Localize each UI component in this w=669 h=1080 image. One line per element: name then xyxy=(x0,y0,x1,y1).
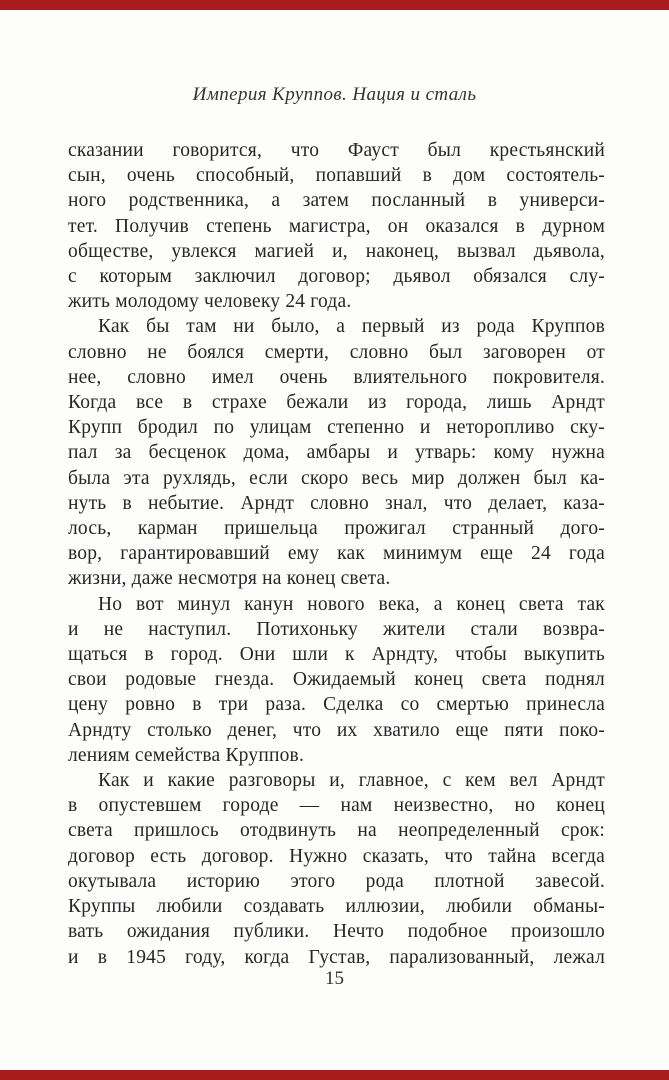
text-line: Арндту столько денег, что их хватило еще пяти поко- xyxy=(68,719,605,741)
text-line: вор, гарантировавший ему как минимум еще 24 года xyxy=(68,543,605,565)
text-line: Крупп бродил по улицам степенно и неторопливо ску- xyxy=(68,417,605,439)
bottom-red-bar xyxy=(0,1070,669,1080)
text-line: сын, очень способный, попавший в дом состоятель- xyxy=(68,165,605,187)
text-line: Когда все в страхе бежали из города, лишь Арндт xyxy=(68,392,605,414)
page-text xyxy=(68,138,605,970)
text-line: лось, карман пришельца прожигал странный дого- xyxy=(68,518,605,540)
text-line: Но вот минул канун нового века, а конец света так xyxy=(98,593,605,615)
text-line: жизни, даже несмотря на конец света. xyxy=(68,568,391,590)
text-line: нее, словно имел очень влиятельного покровителя. xyxy=(68,366,605,388)
text-line: договор есть договор. Нужно сказать, что тайна всегда xyxy=(68,845,605,867)
text-line: жить молодому человеку 24 года. xyxy=(68,291,352,313)
text-line: в опустевшем городе — нам неизвестно, но конец xyxy=(68,795,605,817)
text-line: нуть в небытие. Арндт словно знал, что делает, каза- xyxy=(68,492,605,514)
text-line: и в 1945 году, когда Густав, парализованный, лежал xyxy=(68,946,605,968)
text-line: окутывала историю этого рода плотной завесой. xyxy=(68,870,605,892)
text-line: свои родовые гнезда. Ожидаемый конец света поднял xyxy=(68,669,605,691)
text-line: тет. Получив степень магистра, он оказался в дурном xyxy=(68,215,605,237)
text-line: пал за бесценок дома, амбары и утварь: кому нужна xyxy=(68,442,605,464)
text-line: света пришлось отодвинуть на неопределенный срок: xyxy=(68,820,605,842)
text-line: сказании говорится, что Фауст был крестьянский xyxy=(68,140,605,161)
text-line: и не наступил. Потихоньку жители стали возвра- xyxy=(68,618,605,640)
text-line: словно не боялся смерти, словно был заговорен от xyxy=(68,341,605,363)
text-line: с которым заключил договор; дьявол обязался слу- xyxy=(68,266,605,288)
text-line: была эта рухлядь, если скоро весь мир должен был ка- xyxy=(68,467,605,489)
text-line: ного родственника, а затем посланный в универси- xyxy=(68,190,605,212)
text-line: Круппы любили создавать иллюзии, любили обманы- xyxy=(68,896,605,918)
page-number: 15 xyxy=(325,968,344,989)
text-line: Как и какие разговоры и, главное, с кем вел Арндт xyxy=(98,770,605,792)
text-line: обществе, увлекся магией и, наконец, вызвал дьявола, xyxy=(68,240,605,262)
text-line: цену ровно в три раза. Сделка со смертью принесла xyxy=(68,694,605,716)
text-line: Как бы там ни было, а первый из рода Круппов xyxy=(98,316,605,338)
text-line: вать ожидания публики. Нечто подобное произошло xyxy=(68,921,605,943)
text-line: лениям семейства Круппов. xyxy=(68,744,305,766)
top-red-bar xyxy=(0,0,669,10)
text-line: щаться в город. Они шли к Арндту, чтобы выкупить xyxy=(68,644,605,666)
running-header: Империя Круппов. Нация и сталь xyxy=(192,84,477,105)
